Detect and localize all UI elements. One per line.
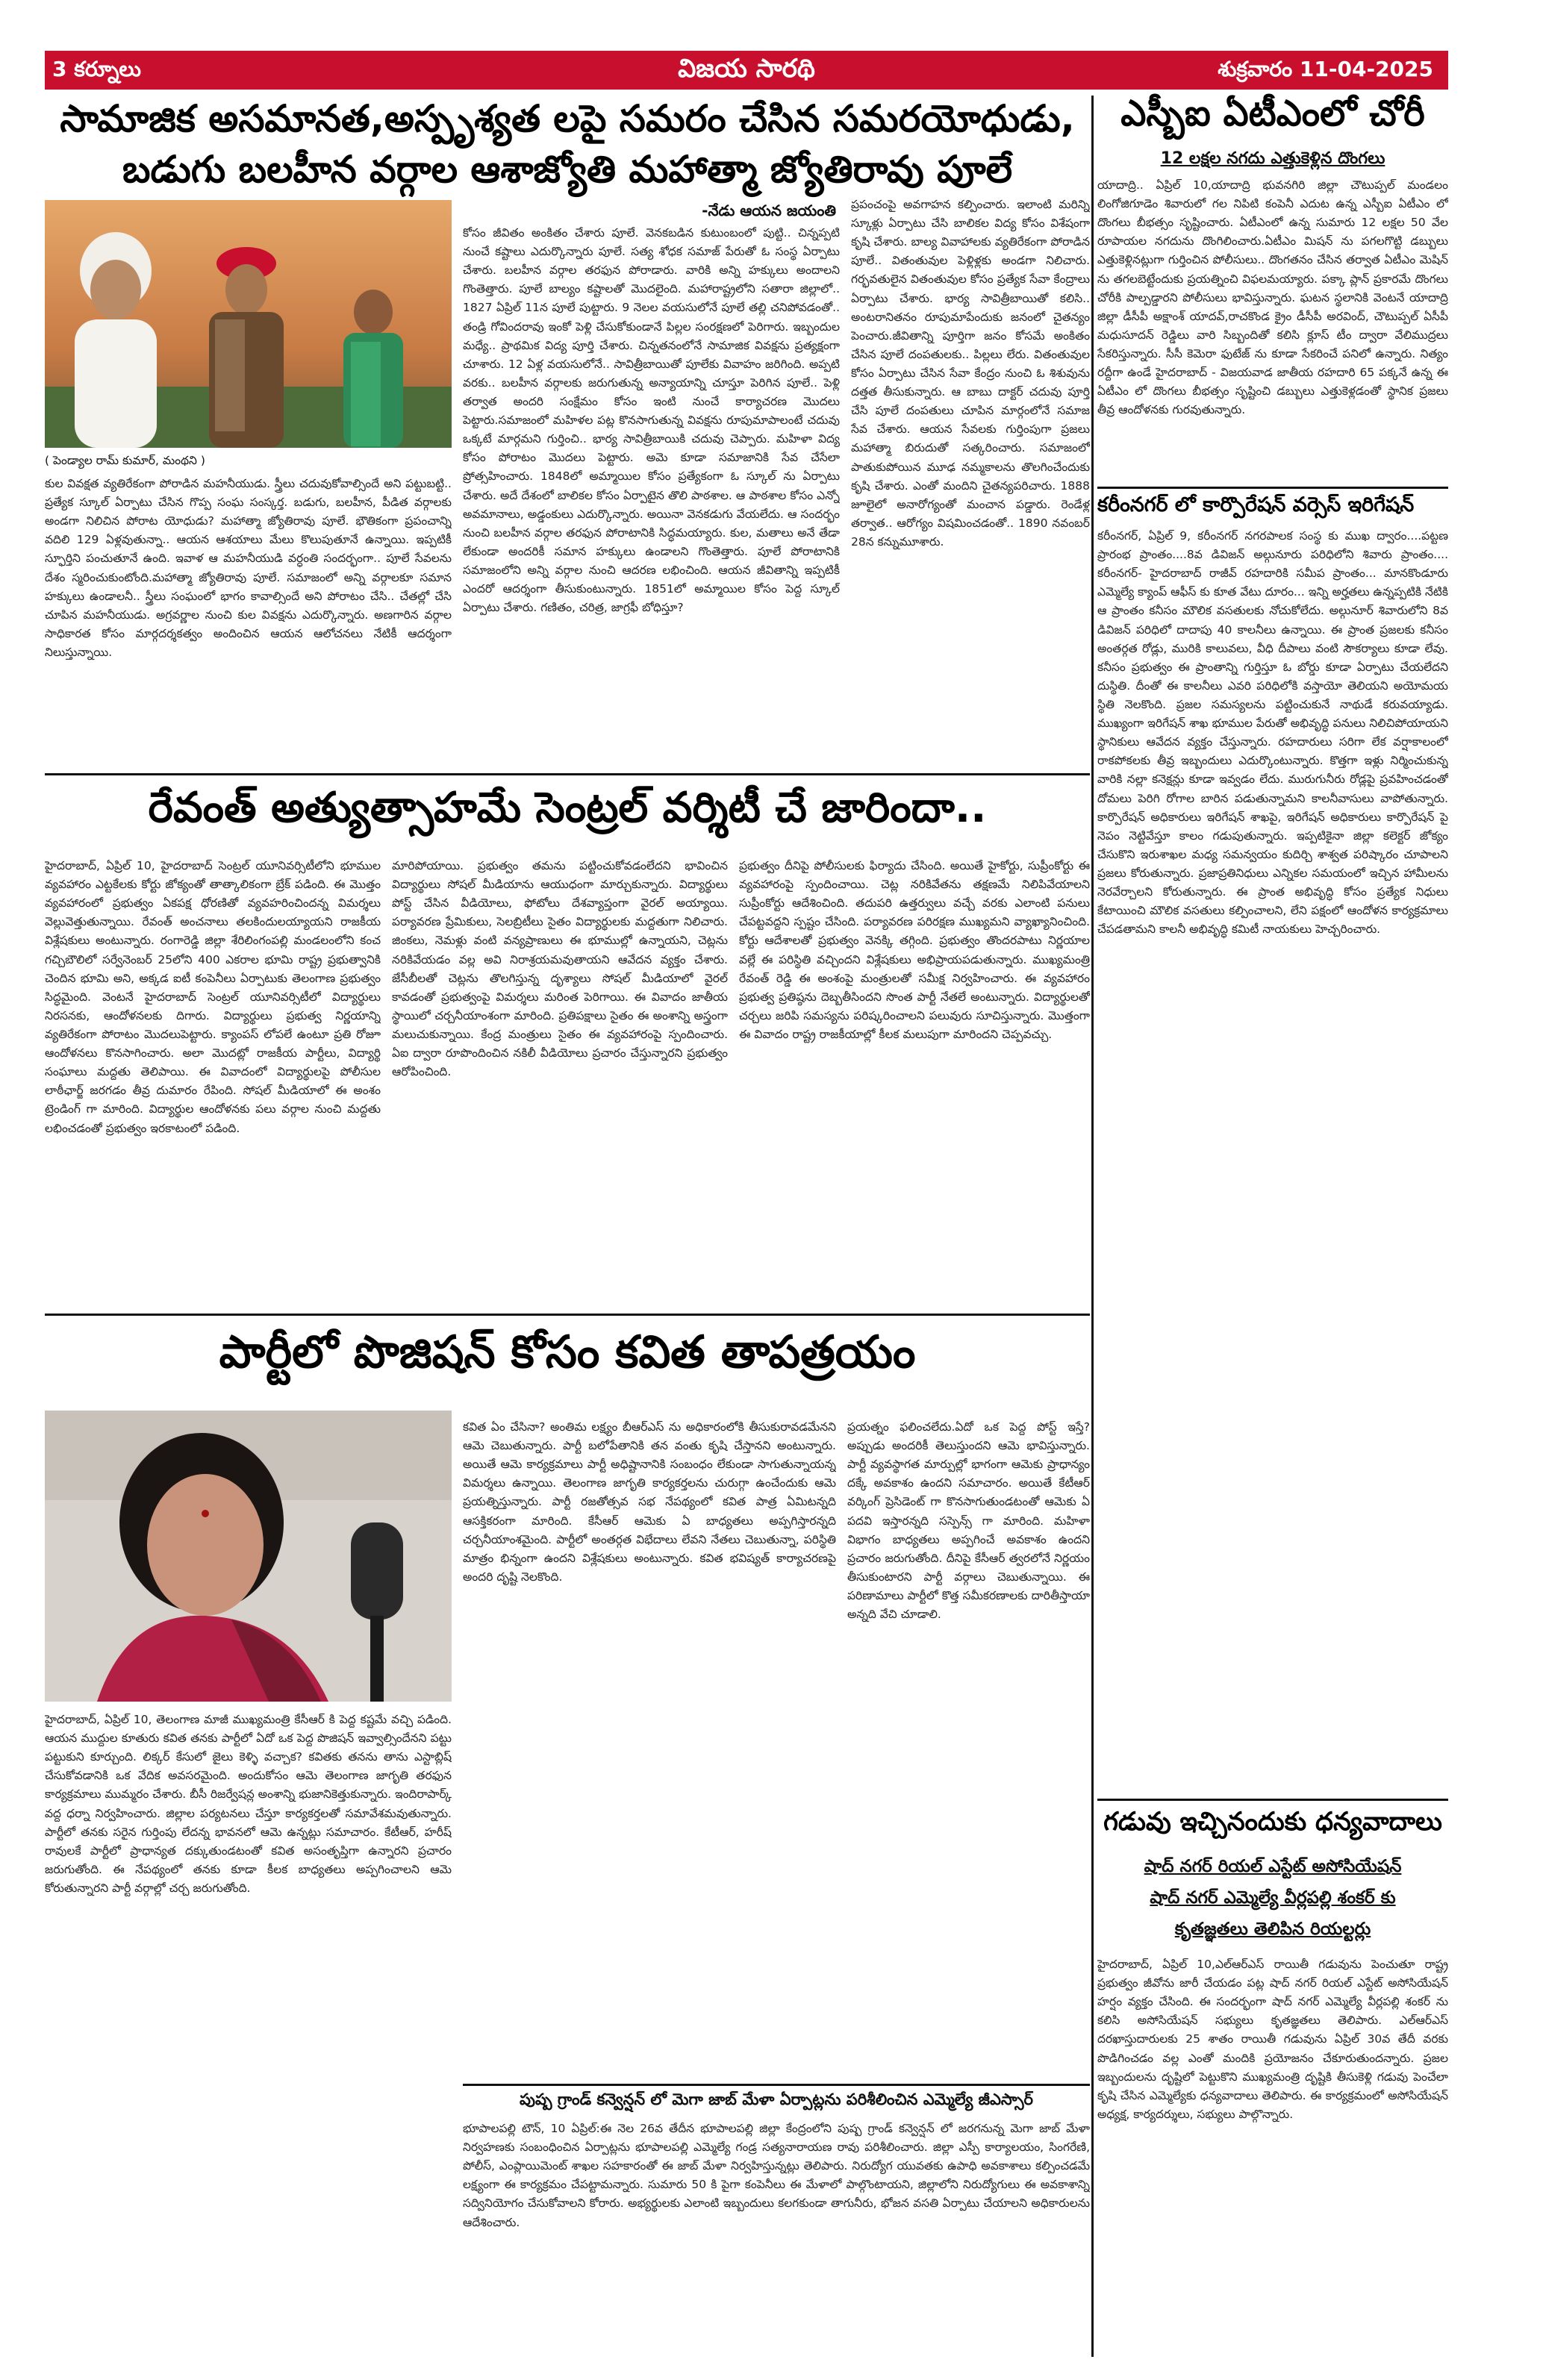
phule-body-col1: కుల వివక్షత వ్యతిరేకంగా పోరాడిన మహనీయుడు. స్త్రీలు చదువుకోవాల్సిందే అని పట్టుబట్టి.. ప్రత్యేక స్కూల్ ఏర్పాటు చేసిన గొప్ప సంఘ సంస్కర్త. బడుగు, బలహీన, పీడిత వర్గాలకు అండగా నిలిచిన పోరాట యోధుడు? మహాత్మా జ్యోతిరావు పూలే. భౌతికంగా ప్రపంచాన్ని వదిలి 129 ఏళ్లవుతున్నా.. ఆయన ఆశయాలు మేలు కొలుపుతూనే ఉన్నాయి. ఇప్పటికీ స్ఫూర్తిని పంచుతూనే ఉంది. ఇవాళ ఆ మహనీయుడి వర్ధంతి సందర్భంగా.. పూలే సేవలను దేశం స్మరించుకుంటోంది.మహాత్మా జ్యోతిరావు పూలే. సమాజంలో అన్ని వర్గాలకూ సమాన హక్కులు ఉండాలనీ.. స్త్రీలు సంఘంలో భాగం కావాల్సిందే అని పోరాటం చేసి.. చేతల్లో చేసి చూపిన మహనీయుడు. అగ్రవర్ణాల నుంచి కుల వివక్షను ఎదుర్కొన్నారు. అణగారిన వర్గాల సాధికారత కోసం మార్గదర్శకత్వం అందించిన ఆయన ఆలోచనలు నేటికీ ఆదర్శంగా నిలుస్తున్నాయి.	[45, 477, 452, 659]
phule-tagline: -నేడు ఆయన జయంతి	[702, 202, 836, 219]
kavitha-col3: ప్రయత్నం ఫలించలేదు.ఏదో ఒక పెద్ద పోస్ట్ ఇస్తే? అప్పుడు అందరికీ తెలుస్తుందని ఆమె భావిస్తున్నారు. పార్టీ వ్యవస్థాగత మార్పుల్లో భాగంగా ఆమెకు ప్రాధాన్యం దక్కే అవకాశం ఉందని సమాచారం. అయితే కేటీఆర్ వర్కింగ్ ప్రెసిడెంట్ గా కొనసాగుతుండటంతో ఆమెకు ఏ పదవి ఇస్తారన్నది సస్పెన్స్ గా మారింది. మహిళా విభాగం బాధ్యతలు అప్పగించే అవకాశం ఉందని ప్రచారం జరుగుతోంది. దీనిపై కేసీఆర్ త్వరలోనే నిర్ణయం తీసుకుంటారని పార్టీ వర్గాలు చెబుతున్నాయి. ఈ పరిణామాలు పార్టీలో కొత్త సమీకరణాలకు దారితీస్తాయా అన్నది వేచి చూడాలి.	[847, 1420, 1090, 1622]
thanks-body: హైదరాబాద్, ఏప్రిల్ 10,ఎల్ఆర్ఎస్ రాయితీ గడువును పెంచుతూ రాష్ట్ర ప్రభుత్వం జీవోను జారీ చేయడం పట్ల షాద్ నగర్ రియల్ ఎస్టేట్ అసోసియేషన్ హర్షం వ్యక్తం చేసింది. ఈ సందర్భంగా షాద్ నగర్ ఎమ్మెల్యే వీర్లపల్లి శంకర్ ను కలిసి అసోసియేషన్ సభ్యులు కృతజ్ఞతలు తెలిపారు. ఎల్ఆర్ఎస్ దరఖాస్తుదారులకు 25 శాతం రాయితీ గడువును ఏప్రిల్ 30వ తేదీ వరకు పొడిగించడం వల్ల ఎంతో మందికి ప్రయోజనం చేకూరుతుందన్నారు. ప్రజల ఇబ్బందులను దృష్టిలో పెట్టుకొని ముఖ్యమంత్రి దృష్టికి తీసుకెళ్లి గడువు పెంచేలా కృషి చేసిన ఎమ్మెల్యేకు ధన్యవాదాలు తెలిపారు. ఈ కార్యక్రమంలో అసోసియేషన్ అధ్యక్ష, కార్యదర్శులు, సభ్యులు పాల్గొన్నారు.	[1097, 1958, 1448, 2121]
issue-date: శుక్రవారం 11-04-2025	[1218, 57, 1433, 81]
thanks-sub1: షాద్ నగర్ రియల్ ఎస్టేట్ అసోసియేషన్	[1144, 1857, 1402, 1876]
revanth-col3: ప్రభుత్వం దీనిపై పోలీసులకు ఫిర్యాదు చేసింది. అయితే హైకోర్టు, సుప్రీంకోర్టు ఈ వ్యవహారంపై స్పందించాయి. చెట్ల నరికివేతను తక్షణమే నిలిపివేయాలని సుప్రీంకోర్టు ఆదేశించింది. తదుపరి ఉత్తర్వులు వచ్చే వరకు ఎలాంటి పనులు చేపట్టవద్దని స్పష్టం చేసింది. పర్యావరణ పరిరక్షణ ముఖ్యమని వ్యాఖ్యానించింది. కోర్టు ఆదేశాలతో ప్రభుత్వం వెనక్కి తగ్గింది. ప్రభుత్వం తొందరపాటు నిర్ణయాల వల్లే ఈ పరిస్థితి వచ్చిందని విశ్లేషకులు అభిప్రాయపడుతున్నారు. ముఖ్యమంత్రి రేవంత్ రెడ్డి ఈ అంశంపై మంత్రులతో సమీక్ష నిర్వహించారు. ఈ వ్యవహారం ప్రభుత్వ ప్రతిష్ఠను దెబ్బతీసిందని సొంత పార్టీ నేతలే అంటున్నారు. విద్యార్థులతో చర్చలు జరిపి సమస్యను పరిష్కరించాలని పలువురు సూచిస్తున్నారు. మొత్తంగా ఈ వివాదం రాష్ట్ర రాజకీయాల్లో కీలక మలుపుగా మారిందని చెప్పవచ్చు.	[739, 859, 1090, 1041]
sbi-body: యాదాద్రి.. ఏప్రిల్ 10,యాదాద్రి భువనగిరి జిల్లా చౌటుప్పల్ మండలం లింగోజిగూడెం శివారులో గల నిపిటి కంపెనీ ఎదుట ఉన్న ఎస్బీఐ ఏటీఎం లో దొంగలు బీభత్సం సృష్టించారు. ఏటీఎంలో ఉన్న సుమారు 12 లక్షల 50 వేల రూపాయల నగదును దొంగిలించారు.ఏటీఎం మిషన్ ను పగలగొట్టి డబ్బులు ఎత్తుకెళ్లినట్లుగా గుర్తించిన పోలీసులు.. దొంగతనం చేసిన తర్వాత ఏటీఎం మెషిన్ ను తగలబెట్టేందుకు ప్రయత్నించి విఫలమయ్యారు. పక్కా ప్లాన్ ప్రకారమే దొంగలు చోరీకి పాల్పడ్డారని పోలీసులు భావిస్తున్నారు. ఘటన స్థలానికి వెంటనే యాదాద్రి జిల్లా డీసీపీ అక్షాంశ్ యాదవ్,రాచకొండ క్రైం డీసీపీ అరవింద్, చౌటుప్పల్ ఏసీపీ మధుసూదన్ రెడ్డిలు వారి సిబ్బందితో కలిసి క్లూస్ టీం ద్వారా వేలిముద్రలు సేకరిస్తున్నారు. సీసీ కెమెరా ఫుటేజ్ ను కూడా సేకరించే పనిలో ఉన్నారు. నిత్యం రద్దీగా ఉండే హైదరాబాద్ - విజయవాడ జాతీయ రహదారి 65 పక్కనే ఉన్న ఈ ఏటీఎం లో దొంగలు బీభత్సం సృష్టించి డబ్బులు ఎత్తుకెళ్లడంతో స్థానిక ప్రజలు తీవ్ర ఆందోళనకు గురవుతున్నారు.	[1097, 178, 1448, 417]
revanth-col1: హైదరాబాద్, ఏప్రిల్ 10, హైదరాబాద్ సెంట్రల్ యూనివర్సిటీలోని భూముల వ్యవహారం ఎట్టకేలకు కోర్టు జోక్యంతో తాత్కాలికంగా బ్రేక్ పడింది. ఈ మొత్తం వ్యవహారంలో ప్రభుత్వం ఏకపక్ష ధోరణితో వ్యవహరించిందన్న విమర్శలు వెల్లువెత్తుతున్నాయి. రేవంత్ అంచనాలు తలకిందులయ్యాయని రాజకీయ విశ్లేషకులు అంటున్నారు. రంగారెడ్డి జిల్లా శేరిలింగంపల్లి మండలంలోని కంచ గచ్చిబౌలిలో సర్వేనెంబర్ 25లోని 400 ఎకరాల భూమి రాష్ట్ర ప్రభుత్వానికి చెందిన భూమి అని, అక్కడ ఐటీ కంపెనీలు ఏర్పాటుకు తెలంగాణ ప్రభుత్వం సిద్ధమైంది. వెంటనే హైదరాబాద్ సెంట్రల్ యూనివర్సిటీలో విద్యార్థులు నిరసనకు, ఆందోళనలకు దిగారు. విద్యార్థులు ప్రభుత్వ నిర్ణయాన్ని వ్యతిరేకంగా పోరాటం మొదలుపెట్టారు. క్యాంపస్ లోపలే ఉంటూ ప్రతి రోజూ ఆందోళనలు కొనసాగించారు. అలా మొదట్లో రాజకీయ పార్టీలు, విద్యార్థి సంఘాలు మద్దతు తెలిపాయి. ఈ వివాదంలో విద్యార్థులపై పోలీసుల లాఠీఛార్జ్ జరగడం తీవ్ర దుమారం రేపింది. సోషల్ మీడియాలో ఈ అంశం ట్రెండింగ్ గా మారింది. విద్యార్థుల ఆందోళనకు పలు వర్గాల నుంచి మద్దతు లభించడంతో ప్రభుత్వం ఇరకాటంలో పడింది.	[45, 859, 381, 1135]
kavitha-headline: పార్టీలో పొజిషన్ కోసం కవిత తాపత్రయం	[219, 1326, 916, 1378]
job-mela-body: భూపాలపల్లి టౌన్, 10 ఏప్రిల్:ఈ నెల 26వ తేదీన భూపాలపల్లి జిల్లా కేంద్రంలోని పుష్ప గ్రాండ్ కన్వెన్షన్ లో జరగనున్న మెగా జాబ్ మేళా నిర్వహణకు సంబంధించిన ఏర్పాట్లను భూపాలపల్లి ఎమ్మెల్యే గండ్ర సత్యనారాయణ రావు పరిశీలించారు. జిల్లా ఎస్పీ కార్యాలయం, సింగరేణి, పోలీస్, ఎంప్లాయిమెంట్ శాఖల సహకారంతో ఈ జాబ్ మేళా నిర్వహిస్తున్నట్లు తెలిపారు. నిరుద్యోగ యువతకు ఉపాధి అవకాశాలు కల్పించడమే లక్ష్యంగా ఈ కార్యక్రమం చేపట్టామన్నారు. సుమారు 50 కి పైగా కంపెనీలు ఈ మేళాలో పాల్గొంటాయని, జిల్లాలోని నిరుద్యోగులు ఈ అవకాశాన్ని సద్వినియోగం చేసుకోవాలని కోరారు. అభ్యర్థులకు ఎలాంటి ఇబ్బందులు కలగకుండా తాగునీరు, భోజన వసతి ఏర్పాటు చేయాలని అధికారులను ఆదేశించారు.	[463, 2122, 1090, 2229]
divider-rule	[1091, 96, 1094, 2357]
phule-illustration	[45, 200, 452, 448]
revanth-col2: మారిపోయాయి. ప్రభుత్వం తమను పట్టించుకోవడంలేదని భావించిన విద్యార్థులు సోషల్ మీడియాను ఆయుధంగా మార్చుకున్నారు. విద్యార్థులు పోస్ట్ చేసిన వీడియోలు, ఫోటోలు దేశవ్యాప్తంగా వైరల్ అయ్యాయి. పర్యావరణ ప్రేమికులు, సెలబ్రిటీలు సైతం విద్యార్థులకు మద్దతుగా నిలిచారు. జింకలు, నెమళ్లు వంటి వన్యప్రాణులు ఈ భూముల్లో ఉన్నాయని, చెట్లను నరికివేయడం వల్ల అవి నిరాశ్రయమవుతాయని ఆవేదన వ్యక్తం చేశారు. జేసీబీలతో చెట్లను తొలగిస్తున్న దృశ్యాలు సోషల్ మీడియాలో వైరల్ కావడంతో ప్రభుత్వంపై విమర్శలు మరింత పెరిగాయి. ఈ వివాదం జాతీయ స్థాయిలో చర్చనీయాంశంగా మారింది. ప్రతిపక్షాలు సైతం ఈ అంశాన్ని అస్త్రంగా మలుచుకున్నాయి. కేంద్ర మంత్రులు సైతం ఈ వ్యవహారంపై స్పందించారు. ఏఐ ద్వారా రూపొందించిన నకిలీ వీడియోలు ప్రచారం చేస్తున్నారని ప్రభుత్వం ఆరోపించింది.	[392, 859, 728, 1079]
phule-byline: ( పెండ్యాల రామ్ కుమార్, మంథని )	[45, 454, 205, 467]
paper-name: విజయ సారథి	[678, 54, 815, 84]
divider-rule	[45, 773, 1090, 775]
kavitha-col2: కవిత ఏం చేసినా? అంతిమ లక్ష్యం బీఆర్ఎస్ ను అధికారంలోకి తీసుకురావడమేనని ఆమె చెబుతున్నారు. పార్టీ బలోపేతానికి తన వంతు కృషి చేస్తానని అంటున్నారు. అయితే ఆమె కార్యక్రమాలు పార్టీ అధిష్టానానికి సంబంధం లేకుండా సాగుతున్నాయన్న విమర్శలు ఉన్నాయి. తెలంగాణ జాగృతి కార్యకర్తలను చురుగ్గా ఉంచేందుకు ఆమె ప్రయత్నిస్తున్నారు. పార్టీ రజతోత్సవ సభ నేపథ్యంలో కవిత పాత్ర ఏమిటన్నది ఆసక్తికరంగా మారింది. కేసీఆర్ ఆమెకు ఏ బాధ్యతలు అప్పగిస్తారన్నది చర్చనీయాంశమైంది. పార్టీలో అంతర్గత విభేదాలు లేవని నేతలు చెబుతున్నా, పరిస్థితి మాత్రం భిన్నంగా ఉందని విశ్లేషకులు అంటున్నారు. కవిత భవిష్యత్ కార్యాచరణపై అందరి దృష్టి నెలకొంది.	[463, 1420, 836, 1584]
kavitha-col1: హైదరాబాద్, ఏప్రిల్ 10, తెలంగాణ మాజీ ముఖ్యమంత్రి కేసీఆర్ కి పెద్ద కష్టమే వచ్చి పడింది. ఆయన ముద్దుల కూతురు కవిత తనకు పార్టీలో ఏదో ఒక పెద్ద పొజిషన్ ఇవ్వాల్సిందేనని పట్టు పట్టుకుని కూర్చుంది. లిక్కర్ కేసులో జైలు కెళ్ళి వచ్చాక? కవితకు తనను తాను ఎస్టాబ్లిష్ చేసుకోవడానికి ఒక వేదిక అవసరమైంది. అందుకోసం ఆమె తెలంగాణ జాగృతి తరఫున కార్యక్రమాలు ముమ్మరం చేశారు. బీసీ రిజర్వేషన్ల అంశాన్ని భుజానికెత్తుకున్నారు. ఇందిరాపార్క్ వద్ద ధర్నా నిర్వహించారు. జిల్లాల పర్యటనలు చేస్తూ కార్యకర్తలతో సమావేశమవుతున్నారు. పార్టీలో తనకు సరైన గుర్తింపు లేదన్న భావనలో ఆమె ఉన్నట్లు సమాచారం. కేటీఆర్, హరీష్ రావులకే పార్టీలో ప్రాధాన్యత దక్కుతుండటంతో కవిత అసంతృప్తిగా ఉన్నారని ప్రచారం జరుగుతోంది. ఈ నేపథ్యంలో తనకు కూడా కీలక బాధ్యతలు అప్పగించాలని ఆమె కోరుతున్నారని పార్టీ వర్గాల్లో చర్చ జరుగుతోంది.	[45, 1713, 452, 1895]
masthead-bar	[45, 51, 1448, 90]
karimnagar-body: కరీంనగర్, ఏప్రిల్ 9, కరీంనగర్ నగరపాలక సంస్థ కు ముఖ ద్వారం....పట్టణ ప్రారంభ ప్రాంతం....8వ డివిజన్ అల్గునూరు పరిధిలోని శివారు ప్రాంతం.... కరీంనగర్- హైదరాబాద్ రాజీవ్ రహదారికి సమీప ప్రాంతం... మానకొండూరు ఎమ్మెల్యే క్యాంప్ ఆఫీస్ కు కూత వేటు దూరం... ఇన్ని అర్హతలు ఉన్నప్పటికి నేటికి ఆ ప్రాంతం కనీసం మౌలిక వసతులకు నోచుకోలేదు. అల్గునూర్ శివారులోని 8వ డివిజన్ పరిధిలో దాదాపు 40 కాలనీలు ఉన్నాయి. ఈ ప్రాంత ప్రజలకు కనీసం అంతర్గత రోడ్లు, మురికి కాలువలు, వీధి దీపాలు వంటి సౌకర్యాలు కూడా లేవు. కనీసం ప్రభుత్వం ఈ ప్రాంతాన్ని గుర్తిస్తూ ఓ బోర్డు కూడా ఏర్పాటు చేయలేదని దుస్థితి. దీంతో ఈ కాలనీలు ఎవరి పరిధిలోకి వస్తాయో తెలియని అయోమయ స్థితి నెలకొంది. ప్రజల సమస్యలను పట్టించుకునే నాథుడే కరువయ్యాడు. ముఖ్యంగా ఇరిగేషన్ శాఖ భూముల పేరుతో అభివృద్ధి పనులు నిలిచిపోయాయని స్థానికులు ఆవేదన వ్యక్తం చేస్తున్నారు. రహదారులు సరిగా లేక వర్షాకాలంలో రాకపోకలకు తీవ్ర ఇబ్బందులు ఎదుర్కొంటున్నారు. కొత్తగా ఇళ్లు నిర్మించుకున్న వారికి నల్లా కనెక్షన్లు కూడా ఇవ్వడం లేదు. మురుగునీరు రోడ్లపై ప్రవహించడంతో దోమలు పెరిగి రోగాల బారిన పడుతున్నామని కాలనీవాసులు వాపోతున్నారు. కార్పొరేషన్ అధికారులు ఇరిగేషన్ శాఖపై, ఇరిగేషన్ అధికారులు కార్పొరేషన్ పై నెపం నెట్టివేస్తూ కాలం గడుపుతున్నారు. ఇప్పటికైనా జిల్లా కలెక్టర్ జోక్యం చేసుకొని ఇరుశాఖల మధ్య సమన్వయం కుదిర్చి శాశ్వత పరిష్కారం చూపాలని ప్రజలు కోరుతున్నారు. ప్రజాప్రతినిధులు ఎన్నికల సమయంలో ఇచ్చిన హామీలను నెరవేర్చాలని కోరుతున్నారు. ఈ ప్రాంత అభివృద్ధి కోసం ప్రత్యేక నిధులు కేటాయించి మౌలిక వసతులు కల్పించాలని, లేని పక్షంలో ఆందోళన కార్యక్రమాలు చేపడతామని కాలనీ అభివృద్ధి కమిటీ నాయకులు హెచ్చరించారు.	[1097, 529, 1448, 937]
phule-body-col3: ప్రపంచంపై అవగాహన కల్పించారు. ఇలాంటి మరిన్ని స్కూళ్లు ఏర్పాటు చేసి బాలికల విద్య కోసం విశేషంగా కృషి చేశారు. బాల్య వివాహాలకు వ్యతిరేకంగా పోరాడిన పూలే.. వితంతువుల పెళ్లిళ్లకు అండగా నిలిచారు. గర్భవతులైన వితంతువుల కోసం ప్రత్యేక సేవా కేంద్రాలు ఏర్పాటు చేశారు. భార్య సావిత్రీబాయితో కలిసి.. అంటరానితనం రూపుమాపేందుకు జనంలో చైతన్యం పెంచారు.జీవితాన్ని పూర్తిగా జనం కోసమే అంకితం చేసిన పూలే దంపతులకు.. పిల్లలు లేరు. వితంతువుల కోసం ఏర్పాటు చేసిన సేవా కేంద్రం నుంచి ఓ శిశువును దత్తత తీసుకున్నారు. ఆ బాబు దాక్టర్ చదువు పూర్తి చేసి పూలే దంపతులు చూపిన మార్గంలోనే సమాజ సేవ చేశారు. ఆయన సేవలకు గుర్తింపుగా ప్రజలు మహాత్మా బిరుదుతో సత్కరించారు. సమాజంలో పాతుకుపోయిన మూఢ నమ్మకాలను తొలగించేందుకు కృషి చేశారు. ఎంతో మందిని చైతన్యపరిచారు. 1888 జూలైలో అనారోగ్యంతో మంచాన పడ్డారు. రెండేళ్ల తర్వాత.. ఆరోగ్యం విషమించడంతో.. 1890 నవంబర్ 28న కన్నుమూశారు.	[851, 198, 1090, 549]
divider-rule	[463, 2084, 1090, 2086]
phule-headline-line2: బడుగు బలహీన వర్గాల ఆశాజ్యోతి మహాత్మా జ్యోతిరావు పూలే	[122, 148, 1013, 191]
sbi-headline: ఎస్బీఐ ఏటీఎంలో చోరీ	[1120, 93, 1425, 134]
divider-rule	[1097, 487, 1448, 489]
page-label: 3 కర్నూలు	[52, 57, 141, 81]
revanth-headline: రేవంత్ అత్యుత్సాహమే సెంట్రల్ వర్శిటీ చే జారిందా..	[148, 784, 987, 832]
thanks-sub3: కృతజ్ఞతలు తెలిపిన రియల్టర్లు	[1174, 1920, 1371, 1939]
divider-rule	[1097, 1799, 1448, 1801]
sbi-subhead: 12 లక్షల నగదు ఎత్తుకెళ్లిన దొంగలు	[1160, 149, 1385, 168]
phule-body-col2: కోసం జీవితం అంకితం చేశారు పూలే. వెనకబడిన కుటుంబంలో పుట్టి.. చిన్నప్పటి నుంచే కష్టాలు ఎదుర్కొన్నారు పూలే. సత్య శోధక సమాజ్ పేరుతో ఓ సంస్థ ఏర్పాటు చేశారు. బలహీన వర్గాల తరఫున పోరాడారు. వారికి అన్ని హక్కులు అందాలని గొంతెత్తారు. పూలే బాల్యం కష్టాలతో మొదలైంది. మహారాష్ట్రలోని సతారా జిల్లాలో.. 1827 ఏప్రిల్ 11న పూలే పుట్టారు. 9 నెలల వయసులోనే పూలే తల్లి చనిపోవడంతో.. తండ్రి గోవిందరావు ఇంకో పెళ్లి చేసుకోకుండానే పిల్లల సంరక్షణలో పెరిగారు. ఇబ్బందుల మధ్యే.. ప్రాథమిక విద్య పూర్తి చేశారు. చిన్నతనంలోనే సామాజిక వివక్షను ప్రత్యక్షంగా చూశారు. 12 ఏళ్ల వయసులోనే.. సావిత్రీబాయితో పూలేకు వివాహం జరిగింది. అప్పటి వరకు.. బలహీన వర్గాలకు జరుగుతున్న అన్యాయాన్ని చూస్తూ పెరిగిన పూలే.. పెళ్లి తర్వాత అందరి సంక్షేమం కోసం ఇంటి నుంచే కార్యాచరణ మొదలు పెట్టారు.సమాజంలో మహిళల పట్ల కొనసాగుతున్న వివక్షను రూపుమాపాలంటే చదువు ఒక్కటే మార్గమని గుర్తించి.. భార్య సావిత్రీబాయికి చదువు చెప్పారు. మహిళా విద్య కోసం పోరాటం మొదలు పెట్టారు. అమె కూడా సమాజానికి సేవ చేసేలా ప్రోత్సహించారు. 1848లో అమ్మాయిల కోసం ప్రత్యేకంగా ఓ స్కూల్ ను ఏర్పాటు చేశారు. అదే దేశంలో బాలికల కోసం ఏర్పాటైన తొలి పాఠశాల. ఆ పాఠశాల కోసం ఎన్నో అవమానాలు, అడ్డంకులు ఎదుర్కొన్నారు. అయినా వెనకడుగు వేయలేదు. ఆ సందర్భం నుంచి బలహీన వర్గాల తరఫున పోరాటానికి సిద్ధమయ్యారు. కుల, మతాలు అనే తేడా లేకుండా అందరికీ సమాన హక్కులు ఉండాలని గొంతెత్తారు. పూలే పోరాటానికి సమాజంలోని అన్ని వర్గాల నుంచి ఆదరణ లభించింది. ఆయన జీవితాన్ని ఇప్పటికీ ఎందరో ఆదర్శంగా తీసుకుంటున్నారు. 1851లో అమ్మాయిల కోసం పెద్ద స్కూల్ ఏర్పాటు చేశారు. గణితం, చరిత్ర, జాగ్రఫీ బోధిస్తూ?	[463, 226, 840, 615]
karimnagar-headline: కరీంనగర్ లో కార్పొరేషన్ వర్సెస్ ఇరిగేషన్	[1097, 493, 1415, 516]
thanks-sub2: షాద్ నగర్ ఎమ్మెల్యే వీర్లపల్లి శంకర్ కు	[1150, 1888, 1396, 1908]
phule-headline-line1: సామాజిక అసమానత,అస్పృశ్యత లపై సమరం చేసిన సమరయోధుడు,	[60, 97, 1075, 140]
kavitha-photo	[45, 1411, 452, 1702]
divider-rule	[45, 1314, 1090, 1316]
job-mela-headline: పుష్ప గ్రాండ్ కన్వెన్షన్ లో మెగా జాబ్ మేళా ఏర్పాట్లను పరిశీలించిన ఎమ్మెల్యే జీఎస్సార్	[520, 2090, 1033, 2108]
thanks-headline: గడువు ఇచ్చినందుకు ధన్యవాదాలు	[1103, 1807, 1442, 1837]
